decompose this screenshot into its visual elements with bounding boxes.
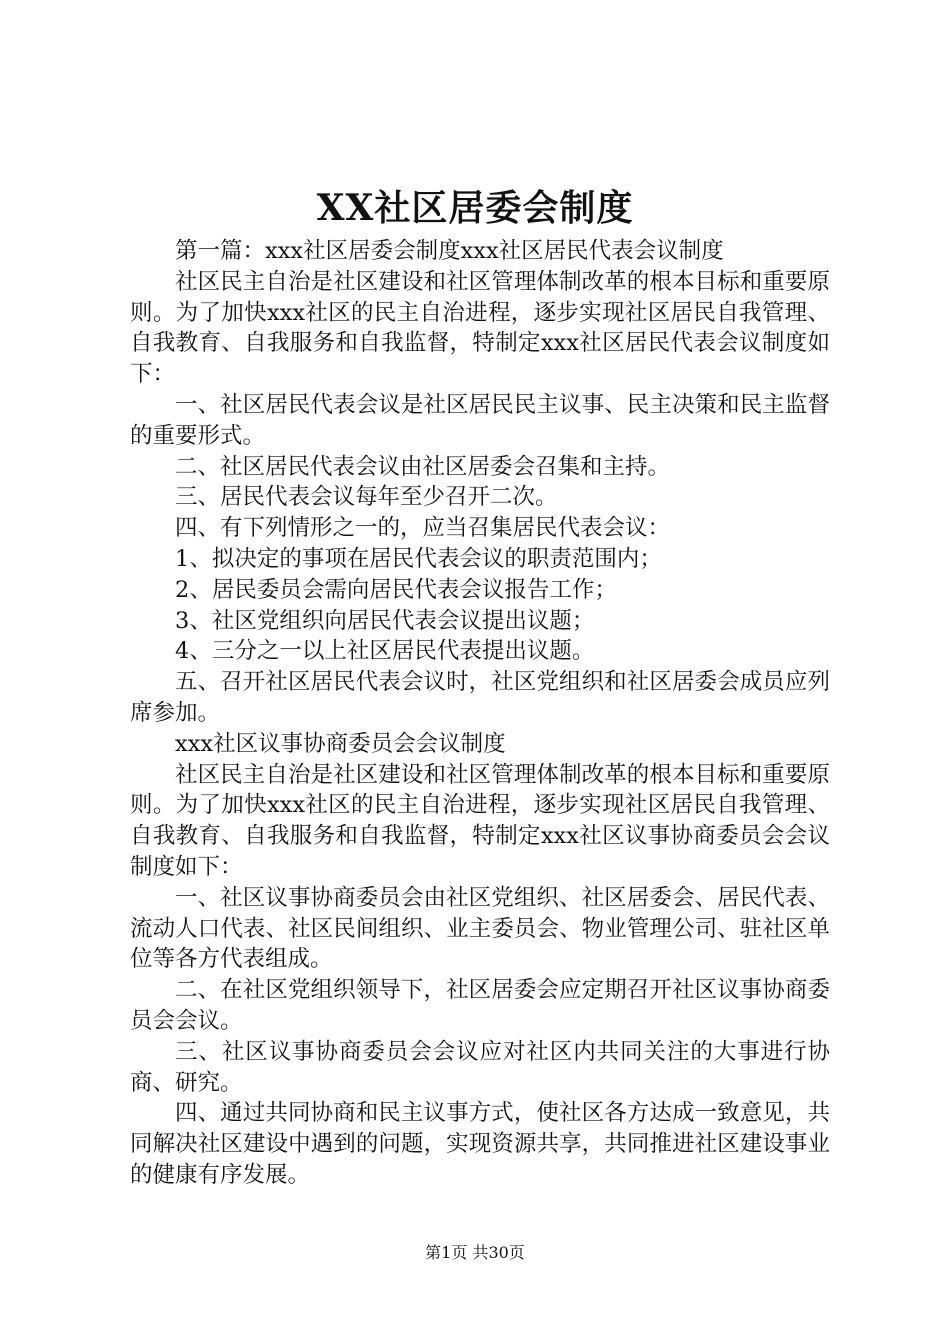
paragraph: 二、社区居民代表会议由社区居委会召集和主持。 [175, 453, 671, 480]
paragraph: 1、拟决定的事项在居民代表会议的职责范围内； [175, 545, 662, 572]
paragraph: 三、居民代表会议每年至少召开二次。 [175, 484, 558, 511]
paragraph: 四、通过共同协商和民主议事方式，使社区各方达成一致意见，共同解决社区建设中遇到的问题，实现资源共享，共同推进社区建设事业的健康有序发展。 [130, 1100, 830, 1188]
paragraph: 4、三分之一以上社区居民代表提出议题。 [175, 638, 595, 665]
document-title: XX社区居委会制度 [316, 187, 634, 229]
paragraph: xxx社区议事协商委员会会议制度 [175, 730, 506, 757]
paragraph: 二、在社区党组织领导下，社区居委会应定期召开社区议事协商委员会会议。 [130, 977, 830, 1034]
page-number-footer: 第1页 共30页 [425, 1243, 525, 1262]
paragraph: 一、社区议事协商委员会由社区党组织、社区居委会、居民代表、流动人口代表、社区民间组织、业主委员会、物业管理公司、驻社区单位等各方代表组成。 [130, 884, 830, 973]
paragraph: 2、居民委员会需向居民代表会议报告工作； [175, 576, 617, 603]
paragraph: 四、有下列情形之一的，应当召集居民代表会议： [175, 515, 671, 542]
document-body [130, 236, 830, 1191]
paragraph: 3、社区党组织向居民代表会议提出议题； [175, 607, 595, 634]
paragraph: 社区民主自治是社区建设和社区管理体制改革的根本目标和重要原则。为了加快xxx社区的民主自治进程，逐步实现社区居民自我管理、自我教育、自我服务和自我监督，特制定xxx社区居民代表会议制度如下： [130, 268, 830, 388]
paragraph: 社区民主自治是社区建设和社区管理体制改革的根本目标和重要原则。为了加快xxx社区的民主自治进程，逐步实现社区居民自我管理、自我教育、自我服务和自我监督，特制定xxx社区议事协商委员会会议制度如下： [130, 761, 830, 880]
paragraph: 第一篇：xxx社区居委会制度xxx社区居民代表会议制度 [175, 238, 724, 264]
paragraph: 一、社区居民代表会议是社区居民民主议事、民主决策和民主监督的重要形式。 [130, 391, 830, 449]
paragraph: 三、社区议事协商委员会会议应对社区内共同关注的大事进行协商、研究。 [130, 1038, 830, 1096]
paragraph: 五、召开社区居民代表会议时，社区党组织和社区居委会成员应列席参加。 [130, 669, 830, 726]
